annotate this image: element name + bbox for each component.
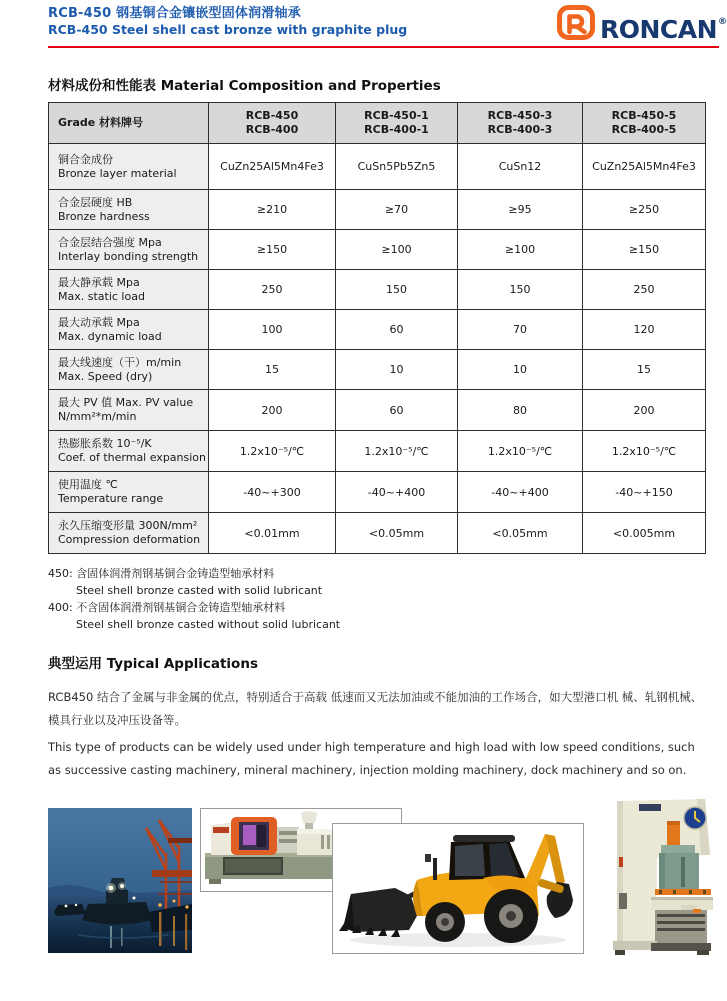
spec-cell: 60 (336, 390, 458, 431)
row-label-en: Compression deformation (58, 533, 201, 546)
backhoe-loader-photo (332, 823, 584, 954)
grade-column-1 (209, 103, 336, 144)
row-label (49, 513, 209, 554)
grade-column-3 (458, 103, 583, 144)
row-label-en: N/mm²*m/min (58, 410, 137, 423)
spec-cell: 60 (336, 310, 458, 350)
row-label (49, 390, 209, 431)
row-label (49, 431, 209, 472)
row-label-en: Bronze hardness (58, 209, 150, 223)
row-label-en: Coef. of thermal expansion (58, 451, 207, 464)
spec-cell: 80 (458, 390, 583, 431)
brand-name: RONCAN® (600, 15, 727, 44)
spec-cell: ≥150 (583, 230, 706, 270)
material-properties-table (48, 102, 706, 554)
page-title-block (48, 5, 407, 38)
spec-cell: <0.01mm (209, 513, 336, 554)
footnote-450-en: Steel shell bronze casted with solid lubricant (76, 584, 323, 597)
row-label (49, 270, 209, 310)
spec-cell: 1.2x10⁻⁵/℃ (209, 431, 336, 472)
row-label-cn: 合金层硬度 HB (58, 195, 133, 209)
spec-row-bonding-strength (49, 230, 706, 270)
spec-cell: <0.005mm (583, 513, 706, 554)
grade-header-cell: Grade 材料牌号 (49, 103, 209, 144)
spec-cell: ≥250 (583, 190, 706, 230)
row-label-cn: 最大 PV 值 Max. PV value (58, 396, 194, 409)
row-label (49, 230, 209, 270)
spec-row-static-load (49, 270, 706, 310)
spec-cell: CuZn25Al5Mn4Fe3 (583, 144, 706, 190)
spec-cell: -40~+400 (458, 472, 583, 513)
row-label-en: Bronze layer material (58, 166, 177, 180)
spec-row-temperature-range (49, 472, 706, 513)
grade-line: RCB-400-1 (364, 123, 429, 136)
spec-cell: -40~+300 (209, 472, 336, 513)
spec-cell: -40~+150 (583, 472, 706, 513)
applications-section-title: 典型运用 Typical Applications (48, 656, 258, 672)
dock-port-night-photo (48, 808, 192, 953)
row-label (49, 350, 209, 390)
spec-row-thermal-expansion (49, 431, 706, 472)
grade-line: RCB-400 (245, 123, 299, 136)
spec-cell: ≥95 (458, 190, 583, 230)
grade-line: RCB-450-5 (611, 109, 677, 122)
spec-cell: ≥70 (336, 190, 458, 230)
header-divider-rule (48, 46, 719, 48)
row-label (49, 472, 209, 513)
table-footnotes (48, 565, 340, 633)
spec-cell: -40~+400 (336, 472, 458, 513)
spec-cell: 200 (583, 390, 706, 431)
spec-cell: 15 (583, 350, 706, 390)
spec-row-compression-deformation (49, 513, 706, 554)
applications-paragraph-english: This type of products can be widely used under high temperature and high load with low speed conditions, such as successive casting machinery, mineral machinery, injection molding machinery, dock machinery and so on. (48, 740, 695, 777)
spec-cell: 10 (458, 350, 583, 390)
grade-column-2 (336, 103, 458, 144)
spec-cell: 70 (458, 310, 583, 350)
power-press-machine-photo (597, 797, 717, 957)
roncan-monogram-icon (556, 4, 596, 45)
row-label (49, 310, 209, 350)
spec-cell: 150 (458, 270, 583, 310)
grade-line: RCB-400-3 (487, 123, 553, 136)
registered-trademark-symbol: ® (718, 17, 727, 27)
spec-cell: CuSn5Pb5Zn5 (336, 144, 458, 190)
row-label-cn: 合金层结合强度 Mpa (58, 235, 162, 249)
footnote-450-cn: 450: 含固体润滑剂钢基铜合金铸造型轴承材料 (48, 567, 275, 580)
row-label-en: Temperature range (58, 492, 164, 505)
row-label-cn: 最大线速度（干）m/min (58, 355, 182, 369)
row-label-cn: 最大静承载 Mpa (58, 275, 140, 289)
row-label-cn: 最大动承载 Mpa (58, 315, 140, 329)
row-label-en: Max. dynamic load (58, 329, 162, 343)
spec-cell: <0.05mm (336, 513, 458, 554)
spec-cell: CuZn25Al5Mn4Fe3 (209, 144, 336, 190)
spec-cell: 1.2x10⁻⁵/℃ (583, 431, 706, 472)
spec-cell: 200 (209, 390, 336, 431)
spec-cell: 120 (583, 310, 706, 350)
spec-cell: ≥100 (458, 230, 583, 270)
spec-row-dynamic-load (49, 310, 706, 350)
grade-line: RCB-450-1 (364, 109, 429, 122)
page-title-chinese: RCB-450 钢基铜合金镶嵌型固体润滑轴承 (48, 6, 301, 21)
spec-row-max-speed (49, 350, 706, 390)
spec-cell: <0.05mm (458, 513, 583, 554)
row-label-en: Max. Speed (dry) (58, 369, 153, 383)
spec-cell: CuSn12 (458, 144, 583, 190)
grade-line: RCB-450-3 (487, 109, 553, 122)
spec-cell: ≥210 (209, 190, 336, 230)
row-label-cn: 热膨胀系数 10⁻⁵/K (58, 437, 152, 450)
spec-cell: 250 (209, 270, 336, 310)
grade-line: RCB-450 (245, 109, 299, 122)
grade-line: RCB-400-5 (611, 123, 677, 136)
spec-cell: 15 (209, 350, 336, 390)
spec-cell: 100 (209, 310, 336, 350)
composition-section-title: 材料成份和性能表 Material Composition and Properties (48, 78, 441, 94)
spec-cell: 10 (336, 350, 458, 390)
spec-cell: 150 (336, 270, 458, 310)
row-label-en: Interlay bonding strength (58, 249, 199, 263)
row-label-cn: 铜合金成份 (58, 152, 113, 166)
spec-cell: 250 (583, 270, 706, 310)
grade-column-4 (583, 103, 706, 144)
spec-row-hardness (49, 190, 706, 230)
spec-row-pv-value (49, 390, 706, 431)
table-header-row (49, 103, 706, 144)
brand-logo (556, 4, 727, 48)
spec-cell: 1.2x10⁻⁵/℃ (336, 431, 458, 472)
footnote-400-en: Steel shell bronze casted without solid lubricant (76, 618, 341, 631)
page-title-english: RCB-450 Steel shell cast bronze with graphite plug (48, 22, 408, 37)
spec-cell: ≥100 (336, 230, 458, 270)
row-label-en: Max. static load (58, 289, 145, 303)
spec-cell: ≥150 (209, 230, 336, 270)
spec-row-bronze-material (49, 144, 706, 190)
spec-cell: 1.2x10⁻⁵/℃ (458, 431, 583, 472)
row-label-cn: 永久压缩变形量 300N/mm² (58, 519, 198, 532)
applications-paragraph-chinese: RCB450 结合了金属与非金属的优点，特别适合于高载 低速而又无法加油或不能加油的工作场合，如大型港口机 械、轧钢机械、模具行业以及冲压设备等。 (48, 690, 703, 727)
row-label-cn: 使用温度 ℃ (58, 478, 118, 491)
row-label (49, 190, 209, 230)
row-label (49, 144, 209, 190)
footnote-400-cn: 400: 不含固体润滑剂钢基铜合金铸造型轴承材料 (48, 601, 286, 614)
